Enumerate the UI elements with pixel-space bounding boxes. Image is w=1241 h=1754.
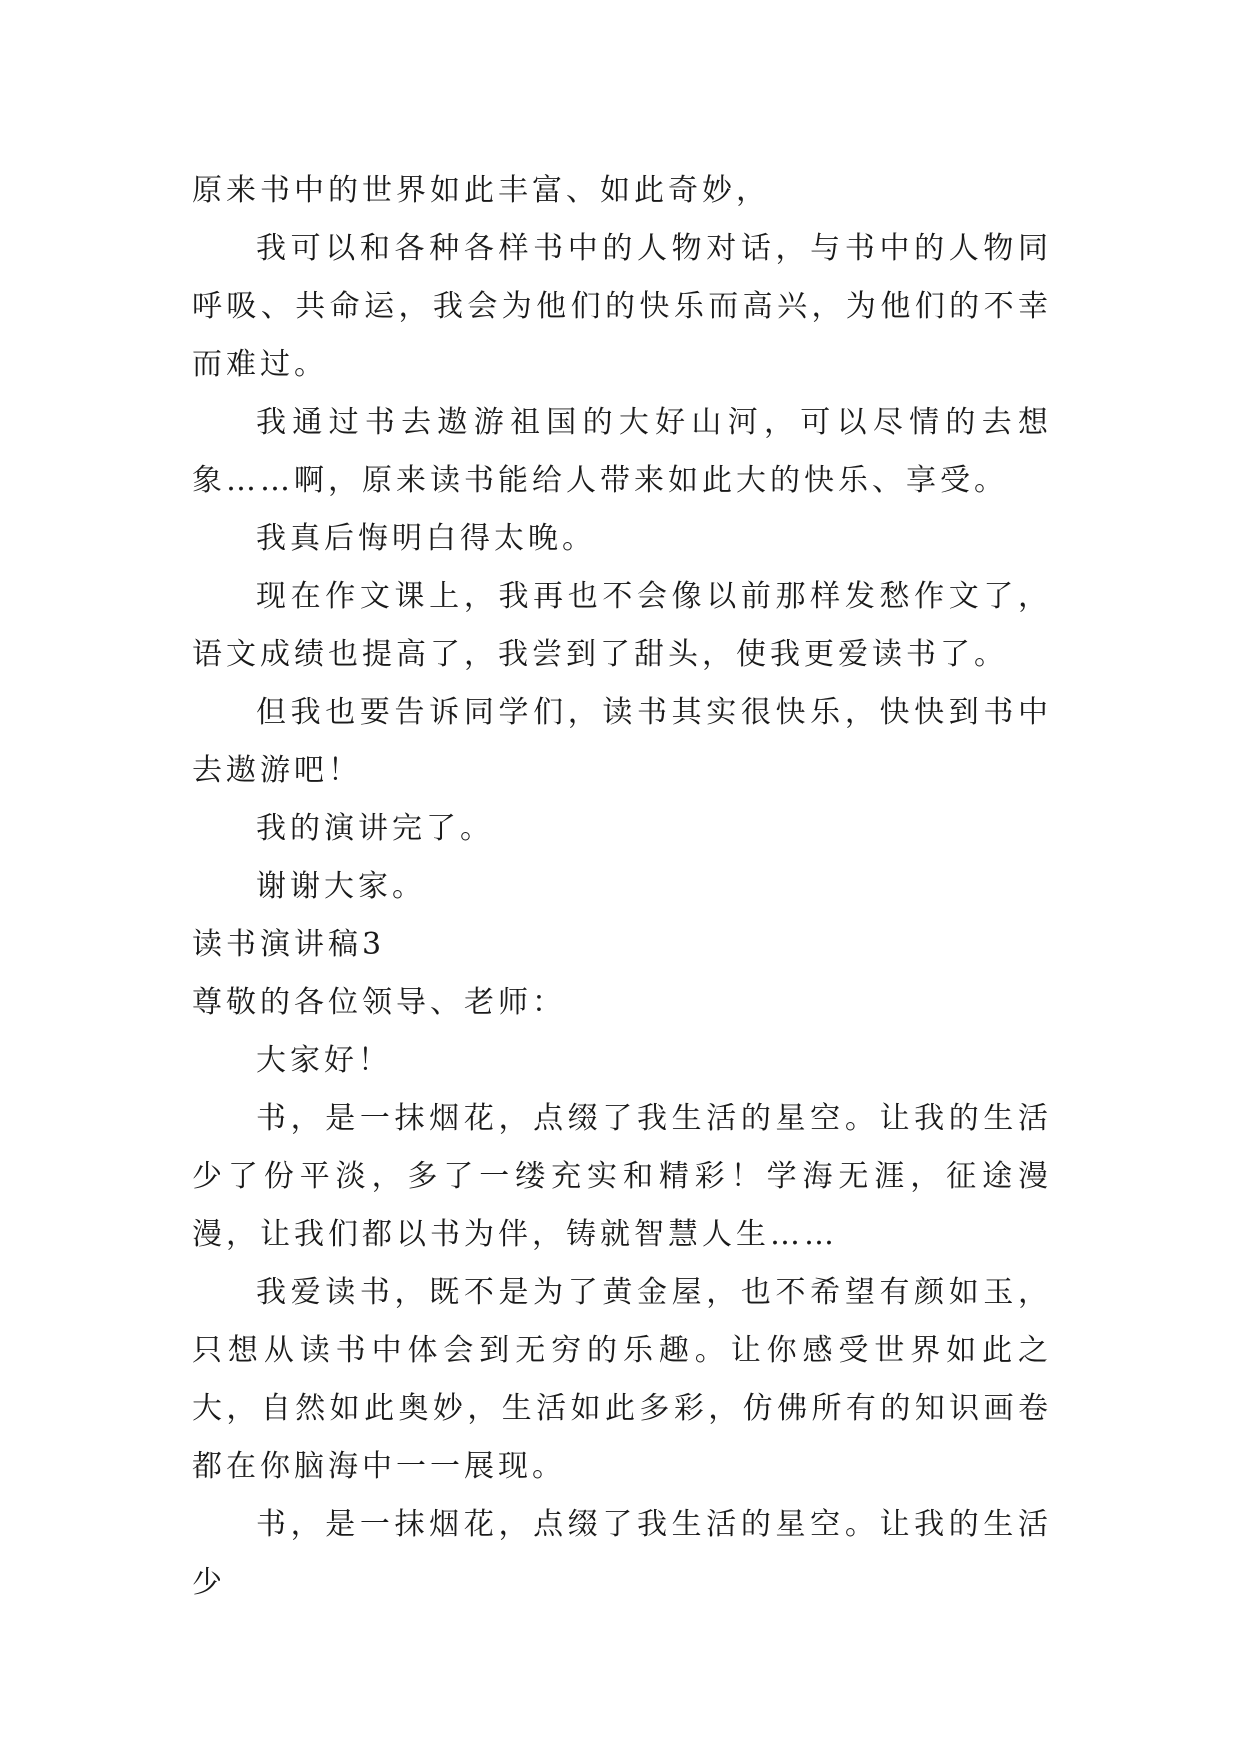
- section-title: 读书演讲稿3: [192, 927, 386, 962]
- paragraph-4: 我真后悔明白得太晚。: [256, 521, 596, 556]
- paragraph-3: 我通过书去遨游祖国的大好山河，可以尽情的去想象……啊，原来读书能给人带来如此大的快乐、享受。: [192, 405, 1052, 498]
- document-body: [192, 162, 1052, 1612]
- paragraph-12: 书，是一抹烟花，点缀了我生活的星空。让我的生活少了份平淡，多了一缕充实和精彩！学海无涯，征途漫漫，让我们都以书为伴，铸就智慧人生……: [192, 1101, 1052, 1252]
- paragraph-1: 原来书中的世界如此丰富、如此奇妙，: [192, 173, 770, 208]
- paragraph-5: 现在作文课上，我再也不会像以前那样发愁作文了，语文成绩也提高了，我尝到了甜头，使我更爱读书了。: [192, 579, 1052, 672]
- salutation: 尊敬的各位领导、老师：: [192, 985, 566, 1020]
- paragraph-2: 我可以和各种各样书中的人物对话，与书中的人物同呼吸、共命运，我会为他们的快乐而高兴，为他们的不幸而难过。: [192, 231, 1052, 382]
- paragraph-6: 但我也要告诉同学们，读书其实很快乐，快快到书中去遨游吧！: [192, 695, 1052, 788]
- paragraph-8: 谢谢大家。: [256, 869, 426, 904]
- greeting: 大家好！: [256, 1043, 392, 1078]
- paragraph-7: 我的演讲完了。: [256, 811, 494, 846]
- paragraph-13: 我爱读书，既不是为了黄金屋，也不希望有颜如玉，只想从读书中体会到无穷的乐趣。让你感受世界如此之大，自然如此奥妙，生活如此多彩，仿佛所有的知识画卷都在你脑海中一一展现。: [192, 1275, 1052, 1484]
- paragraph-14: 书，是一抹烟花，点缀了我生活的星空。让我的生活少: [192, 1507, 1052, 1600]
